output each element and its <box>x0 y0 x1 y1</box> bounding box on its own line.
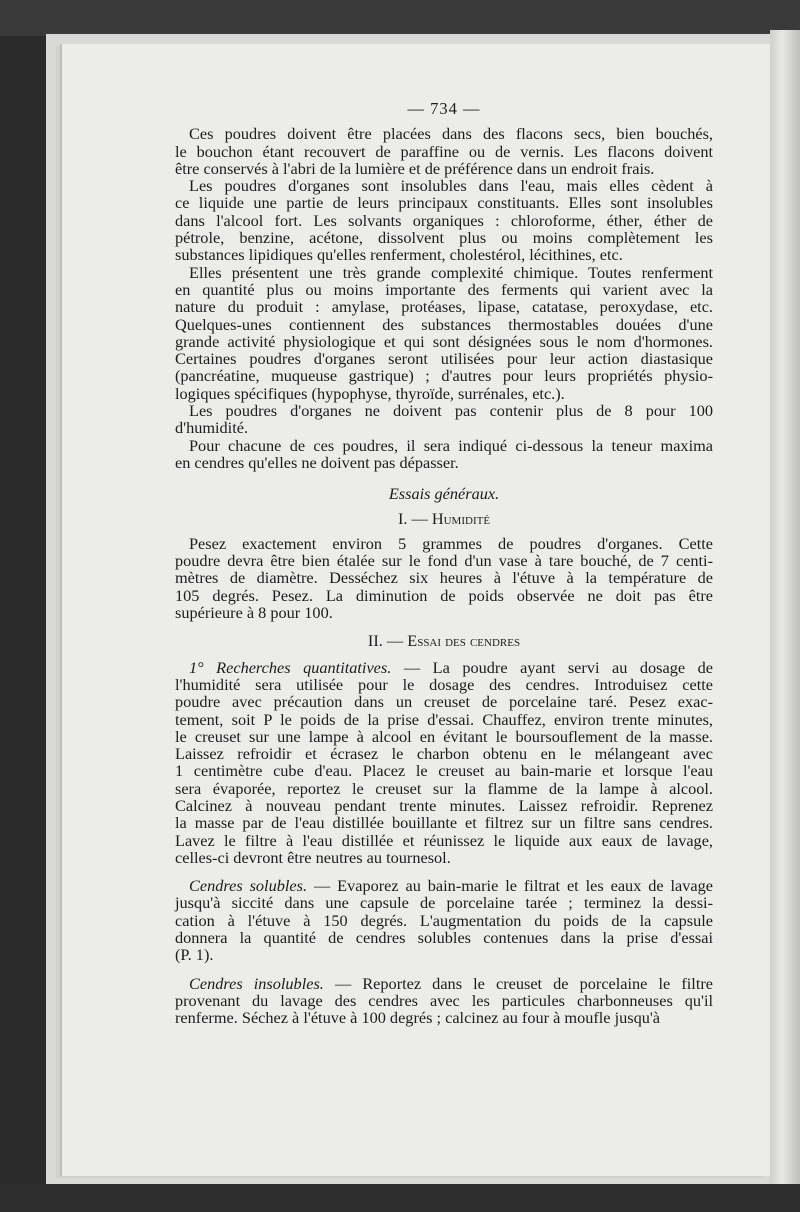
text-line: le bouchon étant recouvert de paraffine ou de vernis. Les flacons doivent <box>175 141 713 161</box>
section-title: Essais généraux. <box>388 484 500 504</box>
text-line: jusqu'à siccité dans une capsule de porcelaine tarée ; terminez la dessi- <box>175 893 713 913</box>
text-line: Certaines poudres d'organes seront utilisées pour leur action diastasique <box>175 349 713 369</box>
text-line: nature du produit : amylase, protéases, lipase, catatase, peroxydase, etc. <box>175 297 713 317</box>
text-line <box>175 877 713 894</box>
book-spine-edge <box>770 30 800 1212</box>
body-paragraph <box>175 125 713 177</box>
text-line: (P. 1). <box>175 945 214 965</box>
text-line: poudre avec précaution dans un creuset de porcelaine taré. Pesez exac- <box>175 692 713 712</box>
text-line <box>175 659 713 676</box>
text-line: être conservés à l'abri de la lumière et de préférence dans un endroit frais. <box>175 158 655 178</box>
section-2-paragraph-3 <box>175 975 713 1027</box>
text-line: Les poudres d'organes sont insolubles dans l'eau, mais elles cèdent à <box>189 176 713 196</box>
text-line: sera évaporée, reportez le creuset sur la flamme de la lampe à alcool. <box>175 778 713 798</box>
text-line: l'humidité sera utilisée pour le dosage des cendres. Introduisez cette <box>175 674 713 694</box>
paragraph-lead: Cendres insolubles. <box>189 973 324 993</box>
intro-paragraphs <box>175 125 713 471</box>
text-line: la masse par de l'eau distillée bouillante et filtrez sur un filtre sans cendres. <box>175 813 713 833</box>
text-line: provenant du lavage des cendres avec les particules charbonneuses qu'il <box>175 990 713 1010</box>
text-line: 1 centimètre cube d'eau. Placez le creuset au bain-marie et lorsque l'eau <box>175 761 713 781</box>
body-paragraph <box>175 264 713 402</box>
spacer <box>175 471 713 482</box>
text-line: Elles présentent une très grande complexité chimique. Toutes renferment <box>189 262 713 282</box>
text-line: (pancréatine, muqueuse gastrique) ; d'autres pour leurs propriétés physio- <box>175 366 713 386</box>
text-line: Les poudres d'organes ne doivent pas contenir plus de 8 pour 100 <box>189 401 713 421</box>
text-line: 105 degrés. Pesez. La diminution de poids observée ne doit pas être <box>175 585 713 605</box>
text-line: le creuset sur une lampe à alcool en évitant le boursouflement de la masse. <box>175 726 713 746</box>
text-line: poudre devra être bien étalée sur le fond d'un vase à tare bouché, de 7 centi- <box>175 551 713 571</box>
text-line: supérieure à 8 pour 100. <box>175 603 333 623</box>
text-line: logiques spécifiques (hypophyse, thyroïde, surrénales, etc.). <box>175 383 565 403</box>
text-line: cation à l'étuve à 150 degrés. L'augmentation du poids de la capsule <box>175 910 713 930</box>
text-line: Ces poudres doivent être placées dans des flacons secs, bien bouchés, <box>189 124 713 144</box>
scan-background-bottom <box>0 1184 800 1212</box>
text-line: pétrole, benzine, acétone, dissolvent plus ou moins complètement les <box>175 228 713 248</box>
text-line: donnera la quantité de cendres solubles contenues dans la prise d'essai <box>175 928 713 948</box>
section-2-heading <box>175 632 713 649</box>
text-line: dans l'alcool fort. Les solvants organiques : chloroforme, éther, éther de <box>175 210 713 230</box>
page-number-header: — 734 — <box>407 99 481 118</box>
section-1-number: I. — <box>397 508 428 528</box>
text-line-rest: — La poudre ayant servi au dosage de <box>403 657 713 677</box>
body-paragraph <box>175 177 713 263</box>
body-paragraph <box>175 402 713 437</box>
section-1-title: Humidité <box>431 508 491 528</box>
text-line <box>175 975 713 992</box>
section-2-title: Essai des cendres <box>407 631 521 651</box>
text-line: Calcinez à nouveau pendant trente minutes. Laissez refroidir. Reprenez <box>175 795 713 815</box>
text-line: Quelques-unes contiennent des substances thermostables douées d'une <box>175 314 713 334</box>
section-2-number: II. — <box>367 631 404 651</box>
text-line: substances lipidiques qu'elles renferment, cholestérol, lécithines, etc. <box>175 245 623 265</box>
section-2-paragraph-1 <box>175 659 713 867</box>
text-line: en quantité plus ou moins importante des ferments qui varient avec la <box>175 279 713 299</box>
text-line-rest: — Reportez dans le creuset de porcelaine le filtre <box>334 973 713 993</box>
text-line: mètres de diamètre. Desséchez six heures à l'étuve à la température de <box>175 568 713 588</box>
text-line-rest: — Evaporez au bain-marie le filtrat et les eaux de lavage <box>313 876 714 896</box>
paragraph-lead: 1° Recherches quantitatives. <box>189 657 392 677</box>
text-line: Pesez exactement environ 5 grammes de poudres d'organes. Cette <box>189 533 713 553</box>
section-1-paragraph <box>175 535 713 621</box>
section-1-heading <box>175 510 713 527</box>
text-line: ce liquide une partie de leurs principaux constituants. Elles sont insolubles <box>175 193 713 213</box>
scan-background-top <box>0 0 800 36</box>
text-line: Lavez le filtre à l'eau distillée et réunissez le liquide aux eaux de lavage, <box>175 830 713 850</box>
text-line: tement, soit P le poids de la prise d'essai. Chauffez, environ trente minutes, <box>175 709 713 729</box>
text-line: grande activité physiologique et qui sont désignées sous le nom d'hormones. <box>175 331 713 351</box>
paragraph-lead: Cendres solubles. <box>189 876 308 896</box>
body-paragraph <box>175 437 713 472</box>
page-text-block <box>175 100 713 1027</box>
section-2-paragraph-2 <box>175 877 713 963</box>
text-line: Laissez refroidir et écrasez le charbon obtenu en le mélangeant avec <box>175 744 713 764</box>
text-line: celles-ci devront être neutres au tournesol. <box>175 847 451 867</box>
text-line: d'humidité. <box>175 418 249 438</box>
text-line: en cendres qu'elles ne doivent pas dépasser. <box>175 452 459 472</box>
text-line: renferme. Séchez à l'étuve à 100 degrés ; calcinez au four à moufle jusqu'à <box>175 1008 661 1028</box>
text-line: Pour chacune de ces poudres, il sera indiqué ci-dessous la teneur maxima <box>189 435 713 455</box>
